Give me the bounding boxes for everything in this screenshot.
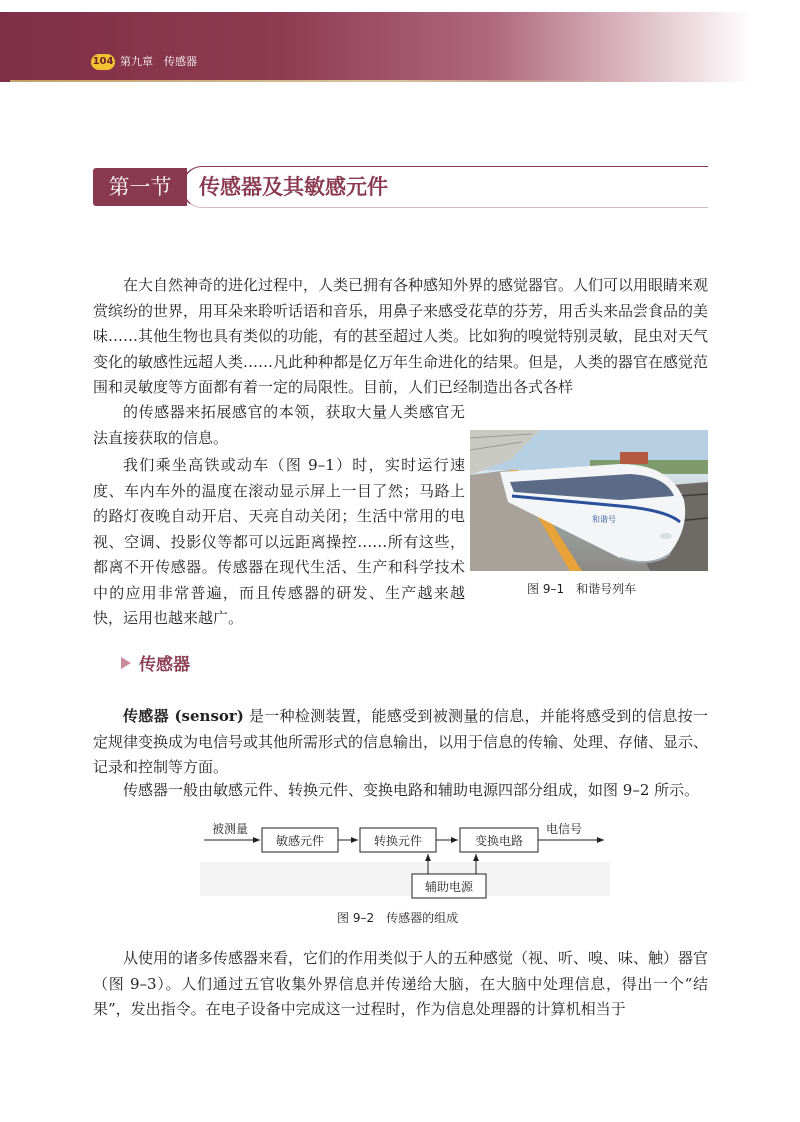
page-number: 104 — [91, 54, 115, 70]
block-transform-circuit-label: 变换电路 — [474, 834, 524, 848]
section-tag: 第一节 — [93, 168, 187, 206]
definition-text: 是一种检测装置，能感受到被测量的信息，并能将感受到的信息按一定规律变换成为电信号或其他所需形式的信息输出，以用于信息的传输、处理、存储、显示、记录和控制等方面。 — [93, 707, 709, 776]
intro-paragraph-continued: 的传感器来拓展感官的本领，获取大量人类感官无法直接获取的信息。 — [93, 403, 465, 447]
definition-paragraph — [93, 704, 708, 781]
section-title: 传感器及其敏感元件 — [199, 175, 388, 199]
composition-paragraph: 传感器一般由敏感元件、转换元件、变换电路和辅助电源四部分组成，如图 9–2 所示。 — [123, 781, 700, 799]
figure-1-caption: 图 9–1 和谐号列车 — [527, 582, 637, 596]
train-paragraph: 我们乘坐高铁或动车（图 9–1）时，实时运行速度、车内车外的温度在滚动显示屏上一目了然；马路上的路灯夜晚自动开启、天亮自动关闭；生活中常用的电视、空调、投影仪等都可以远距离操控……所有这些，都离不开传感器。传感器在现代生活、生产和科学技术中的应用非常普遍，而且传感器的研发、生产越来越快，运用也越来越广。 — [93, 456, 465, 627]
block-sensitive-element-label: 敏感元件 — [275, 834, 325, 848]
train-livery-text: 和谐号 — [592, 515, 616, 524]
train-photo — [470, 430, 708, 571]
block-auxiliary-power-label: 辅助电源 — [424, 880, 474, 894]
triangle-bullet-icon — [121, 657, 131, 669]
intro-paragraph: 在大自然神奇的进化过程中，人类已拥有各种感知外界的感觉器官。人们可以用眼睛来观赏缤纷的世界，用耳朵来聆听话语和音乐，用鼻子来感受花草的芬芳，用舌头来品尝食品的美味……其他生物也具有类似的功能，有的甚至超过人类。比如狗的嗅觉特别灵敏，昆虫对天气变化的敏感性远超人类……凡此种种都是亿万年生命进化的结果。但是，人类的器官在感觉范围和灵敏度等方面都有着一定的局限性。目前，人们已经制造出各式各样 — [93, 276, 709, 396]
output-label: 电信号 — [546, 822, 583, 836]
section-heading — [93, 166, 708, 208]
senses-paragraph: 从使用的诸多传感器来看，它们的作用类似于人的五种感觉（视、听、嗅、味、触）器官（图 9–3）。人们通过五官收集外界信息并传递给大脑，在大脑中处理信息，得出一个“结果”，发出指令。在电子设备中完成这一过程时，作为信息处理器的计算机相当于 — [93, 949, 709, 1018]
train-illustration — [470, 430, 708, 571]
header-rule — [10, 80, 650, 82]
chapter-label: 第九章 传感器 — [120, 55, 197, 68]
figure-2-caption: 图 9–2 传感器的组成 — [337, 911, 459, 925]
subsection-heading — [121, 653, 190, 677]
definition-term: 传感器 (sensor) — [123, 707, 244, 725]
block-conversion-element-label: 转换元件 — [373, 834, 423, 848]
diagram-background-band — [200, 862, 610, 896]
subsection-title: 传感器 — [139, 655, 190, 675]
header-band — [0, 12, 800, 82]
input-label: 被测量 — [212, 822, 249, 836]
sensor-composition-diagram — [200, 818, 610, 908]
